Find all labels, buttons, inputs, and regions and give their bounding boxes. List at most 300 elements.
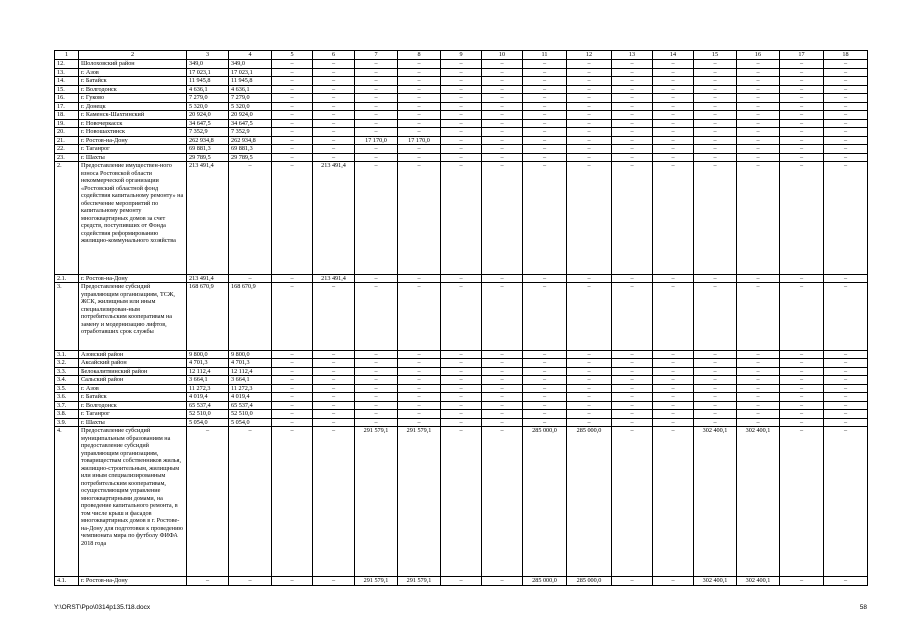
row-value: 302 400,1 xyxy=(737,577,780,586)
row-name: г. Таганрог xyxy=(79,410,187,419)
table-row xyxy=(55,153,868,162)
row-value: – xyxy=(653,77,694,86)
row-value: – xyxy=(653,111,694,120)
row-value: – xyxy=(523,418,567,427)
row-value: 11 945,8 xyxy=(229,77,272,86)
row-value: – xyxy=(523,94,567,103)
row-value: – xyxy=(567,418,612,427)
row-value: 213 491,4 xyxy=(313,162,355,275)
table-row xyxy=(55,577,868,586)
row-value: – xyxy=(824,376,868,385)
table-row xyxy=(55,367,868,376)
row-value: 34 647,5 xyxy=(187,119,229,128)
row-value: – xyxy=(612,60,653,69)
row-value: – xyxy=(824,60,868,69)
row-value: – xyxy=(482,274,523,283)
row-value: – xyxy=(441,60,482,69)
row-value: 4 019,4 xyxy=(229,393,272,402)
row-value: – xyxy=(355,376,398,385)
row-value: – xyxy=(523,393,567,402)
row-value: 4 019,4 xyxy=(187,393,229,402)
column-header: 4 xyxy=(229,51,272,60)
row-value: – xyxy=(694,359,737,368)
row-value: – xyxy=(737,359,780,368)
row-value: – xyxy=(567,367,612,376)
row-value: – xyxy=(398,367,441,376)
row-value: – xyxy=(653,274,694,283)
row-value: – xyxy=(482,410,523,419)
row-value: – xyxy=(523,68,567,77)
row-value: – xyxy=(355,102,398,111)
row-name: Белокалитвинский район xyxy=(79,367,187,376)
row-number: 17. xyxy=(55,102,79,111)
column-header: 12 xyxy=(567,51,612,60)
row-value: – xyxy=(441,410,482,419)
row-value: – xyxy=(355,359,398,368)
row-name: Предоставление имуществен-ного взноса Ростовской области некоммерческой организации «Ростовский областной фонд содействия капитальному ремонту» на обеспечение мероприятий по капитальному ремонту многоквартирных домов за счет средств, поступивших от Фонда содействия реформированию жилищно-коммунального хозяйства xyxy=(79,162,187,275)
row-value: – xyxy=(567,359,612,368)
row-value: – xyxy=(313,418,355,427)
row-value: – xyxy=(612,384,653,393)
row-value: – xyxy=(441,418,482,427)
row-number: 2.1. xyxy=(55,274,79,283)
row-value: – xyxy=(355,393,398,402)
row-name: г. Донецк xyxy=(79,102,187,111)
row-value: – xyxy=(780,128,824,137)
row-value: – xyxy=(653,68,694,77)
column-header: 18 xyxy=(824,51,868,60)
column-header: 14 xyxy=(653,51,694,60)
row-value: – xyxy=(694,119,737,128)
row-value: – xyxy=(567,128,612,137)
row-value: – xyxy=(824,119,868,128)
row-value: – xyxy=(780,119,824,128)
row-value: – xyxy=(780,136,824,145)
row-number: 4. xyxy=(55,427,79,577)
row-value: – xyxy=(694,376,737,385)
row-value: – xyxy=(824,274,868,283)
column-header: 13 xyxy=(612,51,653,60)
row-value: – xyxy=(567,111,612,120)
row-value: – xyxy=(824,401,868,410)
row-value: 17 170,0 xyxy=(355,136,398,145)
row-value: – xyxy=(694,393,737,402)
row-value: – xyxy=(482,376,523,385)
row-value: – xyxy=(653,350,694,359)
row-value: – xyxy=(355,401,398,410)
table-row xyxy=(55,350,868,359)
row-value: – xyxy=(824,145,868,154)
row-number: 3.6. xyxy=(55,393,79,402)
row-value: 4 636,1 xyxy=(187,85,229,94)
column-header: 8 xyxy=(398,51,441,60)
row-value: – xyxy=(567,384,612,393)
row-value: 7 279,0 xyxy=(187,94,229,103)
row-value: 349,0 xyxy=(229,60,272,69)
row-value: – xyxy=(824,427,868,577)
row-value: – xyxy=(355,85,398,94)
row-value: – xyxy=(523,60,567,69)
row-value: 29 789,5 xyxy=(229,153,272,162)
table-row xyxy=(55,393,868,402)
row-value: – xyxy=(441,119,482,128)
row-value: – xyxy=(313,119,355,128)
row-value: 213 491,4 xyxy=(187,162,229,275)
row-value: – xyxy=(441,94,482,103)
row-value: – xyxy=(441,427,482,577)
row-value: 5 320,0 xyxy=(229,102,272,111)
row-value: – xyxy=(780,102,824,111)
row-value: 7 352,9 xyxy=(187,128,229,137)
row-value: – xyxy=(737,119,780,128)
row-value: – xyxy=(780,111,824,120)
row-value: – xyxy=(567,119,612,128)
row-value: – xyxy=(612,102,653,111)
row-value: – xyxy=(482,359,523,368)
row-value: 168 670,9 xyxy=(229,283,272,351)
row-value: – xyxy=(272,577,313,586)
row-value: – xyxy=(272,427,313,577)
row-number: 14. xyxy=(55,77,79,86)
row-number: 22. xyxy=(55,145,79,154)
row-value: – xyxy=(737,102,780,111)
row-value: – xyxy=(780,384,824,393)
row-value: – xyxy=(780,577,824,586)
row-value: – xyxy=(272,376,313,385)
column-header: 3 xyxy=(187,51,229,60)
table-row xyxy=(55,119,868,128)
table-row xyxy=(55,85,868,94)
table-row xyxy=(55,410,868,419)
row-value: – xyxy=(523,274,567,283)
row-name: г. Батайск xyxy=(79,393,187,402)
row-value: – xyxy=(824,85,868,94)
row-number: 13. xyxy=(55,68,79,77)
row-value: – xyxy=(567,60,612,69)
row-name: г. Гуково xyxy=(79,94,187,103)
row-value: – xyxy=(313,401,355,410)
row-value: – xyxy=(272,153,313,162)
row-value: – xyxy=(398,384,441,393)
row-value: – xyxy=(824,77,868,86)
row-value: 302 400,1 xyxy=(694,577,737,586)
row-value: – xyxy=(523,145,567,154)
row-value: – xyxy=(694,367,737,376)
row-value: – xyxy=(653,401,694,410)
row-value: – xyxy=(824,162,868,275)
row-value: – xyxy=(313,145,355,154)
row-value: – xyxy=(441,102,482,111)
row-value: – xyxy=(737,350,780,359)
row-value: – xyxy=(653,119,694,128)
row-value: – xyxy=(482,283,523,351)
row-value: – xyxy=(398,359,441,368)
row-number: 3.9. xyxy=(55,418,79,427)
row-value: – xyxy=(612,393,653,402)
row-value: 4 636,1 xyxy=(229,85,272,94)
row-value: 17 023,1 xyxy=(187,68,229,77)
row-value: – xyxy=(398,410,441,419)
row-value: – xyxy=(567,350,612,359)
row-value: – xyxy=(313,367,355,376)
row-value: – xyxy=(567,68,612,77)
row-value: – xyxy=(441,274,482,283)
row-name: Азовский район xyxy=(79,350,187,359)
row-value: – xyxy=(482,577,523,586)
row-value: – xyxy=(824,393,868,402)
row-value: – xyxy=(272,94,313,103)
row-value: – xyxy=(612,162,653,275)
row-value: – xyxy=(694,60,737,69)
row-name: Шолоховский район xyxy=(79,60,187,69)
row-value: 7 352,9 xyxy=(229,128,272,137)
row-value: 69 881,3 xyxy=(187,145,229,154)
row-value: – xyxy=(523,367,567,376)
row-value: 291 579,1 xyxy=(355,577,398,586)
row-value: – xyxy=(653,577,694,586)
row-value: – xyxy=(653,384,694,393)
row-value: – xyxy=(780,376,824,385)
row-value: 285 000,0 xyxy=(567,577,612,586)
row-value: – xyxy=(612,68,653,77)
row-value: – xyxy=(313,410,355,419)
row-value: – xyxy=(441,111,482,120)
row-value: – xyxy=(737,410,780,419)
row-value: – xyxy=(355,384,398,393)
row-value: – xyxy=(523,102,567,111)
row-value: – xyxy=(737,153,780,162)
row-value: – xyxy=(567,85,612,94)
row-value: – xyxy=(482,111,523,120)
row-value: – xyxy=(567,153,612,162)
row-value: – xyxy=(313,136,355,145)
row-value: – xyxy=(441,283,482,351)
row-value: – xyxy=(187,577,229,586)
row-value: – xyxy=(653,136,694,145)
row-value: – xyxy=(612,410,653,419)
row-value: – xyxy=(737,94,780,103)
row-name: г. Ростов-на-Дону xyxy=(79,274,187,283)
row-value: – xyxy=(737,60,780,69)
row-value: 12 112,4 xyxy=(187,367,229,376)
row-value: – xyxy=(272,145,313,154)
row-name: г. Азов xyxy=(79,384,187,393)
row-value: – xyxy=(653,367,694,376)
row-value: – xyxy=(441,85,482,94)
row-value: – xyxy=(355,68,398,77)
row-value: – xyxy=(567,410,612,419)
row-value: – xyxy=(612,136,653,145)
row-value: – xyxy=(780,283,824,351)
row-value: – xyxy=(441,393,482,402)
row-value: – xyxy=(737,162,780,275)
row-value: – xyxy=(523,77,567,86)
row-value: – xyxy=(482,427,523,577)
row-name: г. Шахты xyxy=(79,418,187,427)
row-number: 19. xyxy=(55,119,79,128)
row-value: – xyxy=(313,60,355,69)
row-value: – xyxy=(694,418,737,427)
row-value: – xyxy=(567,401,612,410)
row-number: 3.2. xyxy=(55,359,79,368)
row-value: – xyxy=(653,427,694,577)
row-value: – xyxy=(780,85,824,94)
row-value: – xyxy=(523,350,567,359)
row-value: – xyxy=(355,283,398,351)
row-number: 2. xyxy=(55,162,79,275)
row-value: – xyxy=(694,77,737,86)
row-value: – xyxy=(824,68,868,77)
column-header: 9 xyxy=(441,51,482,60)
table-row xyxy=(55,136,868,145)
row-value: – xyxy=(272,136,313,145)
row-name: г. Волгодонск xyxy=(79,401,187,410)
row-value: – xyxy=(482,153,523,162)
row-value: – xyxy=(482,94,523,103)
column-header: 17 xyxy=(780,51,824,60)
row-name: г. Волгодонск xyxy=(79,85,187,94)
row-value: – xyxy=(441,577,482,586)
row-value: 262 934,8 xyxy=(229,136,272,145)
column-header: 5 xyxy=(272,51,313,60)
row-value: – xyxy=(653,128,694,137)
row-value: 213 491,4 xyxy=(187,274,229,283)
row-value: – xyxy=(567,376,612,385)
row-value: – xyxy=(567,77,612,86)
row-value: – xyxy=(398,393,441,402)
row-value: – xyxy=(612,577,653,586)
row-value: – xyxy=(780,410,824,419)
row-value: – xyxy=(737,77,780,86)
row-value: – xyxy=(355,410,398,419)
row-number: 3.7. xyxy=(55,401,79,410)
row-value: – xyxy=(523,384,567,393)
row-value: – xyxy=(272,77,313,86)
row-value: 5 054,0 xyxy=(187,418,229,427)
row-value: – xyxy=(355,274,398,283)
row-value: – xyxy=(398,128,441,137)
row-value: – xyxy=(694,283,737,351)
row-value: – xyxy=(824,359,868,368)
table-row xyxy=(55,376,868,385)
row-value: – xyxy=(612,77,653,86)
row-value: – xyxy=(272,367,313,376)
row-value: – xyxy=(398,401,441,410)
row-value: – xyxy=(737,274,780,283)
row-value: 285 000,0 xyxy=(567,427,612,577)
row-value: – xyxy=(780,401,824,410)
row-value: – xyxy=(482,367,523,376)
row-value: – xyxy=(272,283,313,351)
row-value: – xyxy=(229,577,272,586)
row-value: – xyxy=(567,136,612,145)
row-value: – xyxy=(612,418,653,427)
row-number: 12. xyxy=(55,60,79,69)
row-value: – xyxy=(355,367,398,376)
row-value: – xyxy=(398,283,441,351)
row-value: – xyxy=(737,384,780,393)
row-value: – xyxy=(313,153,355,162)
row-value: – xyxy=(355,162,398,275)
row-name: г. Таганрог xyxy=(79,145,187,154)
row-value: 52 510,0 xyxy=(187,410,229,419)
table-row xyxy=(55,145,868,154)
row-value: 285 000,0 xyxy=(523,427,567,577)
row-value: – xyxy=(482,68,523,77)
row-value: – xyxy=(523,153,567,162)
row-value: – xyxy=(653,376,694,385)
row-value: – xyxy=(523,376,567,385)
row-value: – xyxy=(313,68,355,77)
row-value: – xyxy=(780,145,824,154)
column-header: 2 xyxy=(79,51,187,60)
row-value: – xyxy=(272,410,313,419)
row-value: – xyxy=(272,162,313,275)
row-value: – xyxy=(398,274,441,283)
row-value: – xyxy=(482,60,523,69)
row-value: – xyxy=(523,119,567,128)
row-value: – xyxy=(313,128,355,137)
row-value: – xyxy=(355,60,398,69)
row-value: – xyxy=(737,376,780,385)
table-row xyxy=(55,359,868,368)
row-value: – xyxy=(441,401,482,410)
row-value: – xyxy=(780,418,824,427)
row-value: 291 579,1 xyxy=(398,427,441,577)
row-value: – xyxy=(398,418,441,427)
row-name: г. Азов xyxy=(79,68,187,77)
row-value: – xyxy=(441,367,482,376)
row-value: – xyxy=(780,427,824,577)
row-value: – xyxy=(694,85,737,94)
row-value: 3 664,1 xyxy=(187,376,229,385)
row-value: 29 789,5 xyxy=(187,153,229,162)
row-name: г. Новошахтинск xyxy=(79,128,187,137)
row-value: – xyxy=(482,393,523,402)
row-value: – xyxy=(313,359,355,368)
row-value: – xyxy=(482,136,523,145)
row-name: г. Батайск xyxy=(79,77,187,86)
row-value: – xyxy=(567,283,612,351)
row-value: – xyxy=(737,136,780,145)
row-value: – xyxy=(694,136,737,145)
table-row xyxy=(55,418,868,427)
row-value: – xyxy=(398,94,441,103)
row-value: – xyxy=(441,77,482,86)
row-value: – xyxy=(441,145,482,154)
row-value: – xyxy=(780,367,824,376)
page-number: 58 xyxy=(859,604,867,611)
row-value: – xyxy=(229,162,272,275)
row-number: 4.1. xyxy=(55,577,79,586)
row-value: – xyxy=(567,145,612,154)
row-value: – xyxy=(737,418,780,427)
row-value: – xyxy=(355,350,398,359)
row-value: – xyxy=(482,102,523,111)
row-value: – xyxy=(694,401,737,410)
row-value: – xyxy=(694,350,737,359)
row-value: – xyxy=(737,128,780,137)
row-value: – xyxy=(612,376,653,385)
row-value: – xyxy=(398,350,441,359)
row-value: 7 279,0 xyxy=(229,94,272,103)
row-value: – xyxy=(612,350,653,359)
row-value: – xyxy=(398,376,441,385)
row-name: Предоставление субсидий управляющим организациям, ТСЖ, ЖСК, жилищным или иным специализирован-ным потребительским кооперативам на замену и модернизацию лифтов, отработавших срок службы xyxy=(79,283,187,351)
row-value: – xyxy=(737,111,780,120)
row-value: 20 924,0 xyxy=(187,111,229,120)
row-value: – xyxy=(272,401,313,410)
